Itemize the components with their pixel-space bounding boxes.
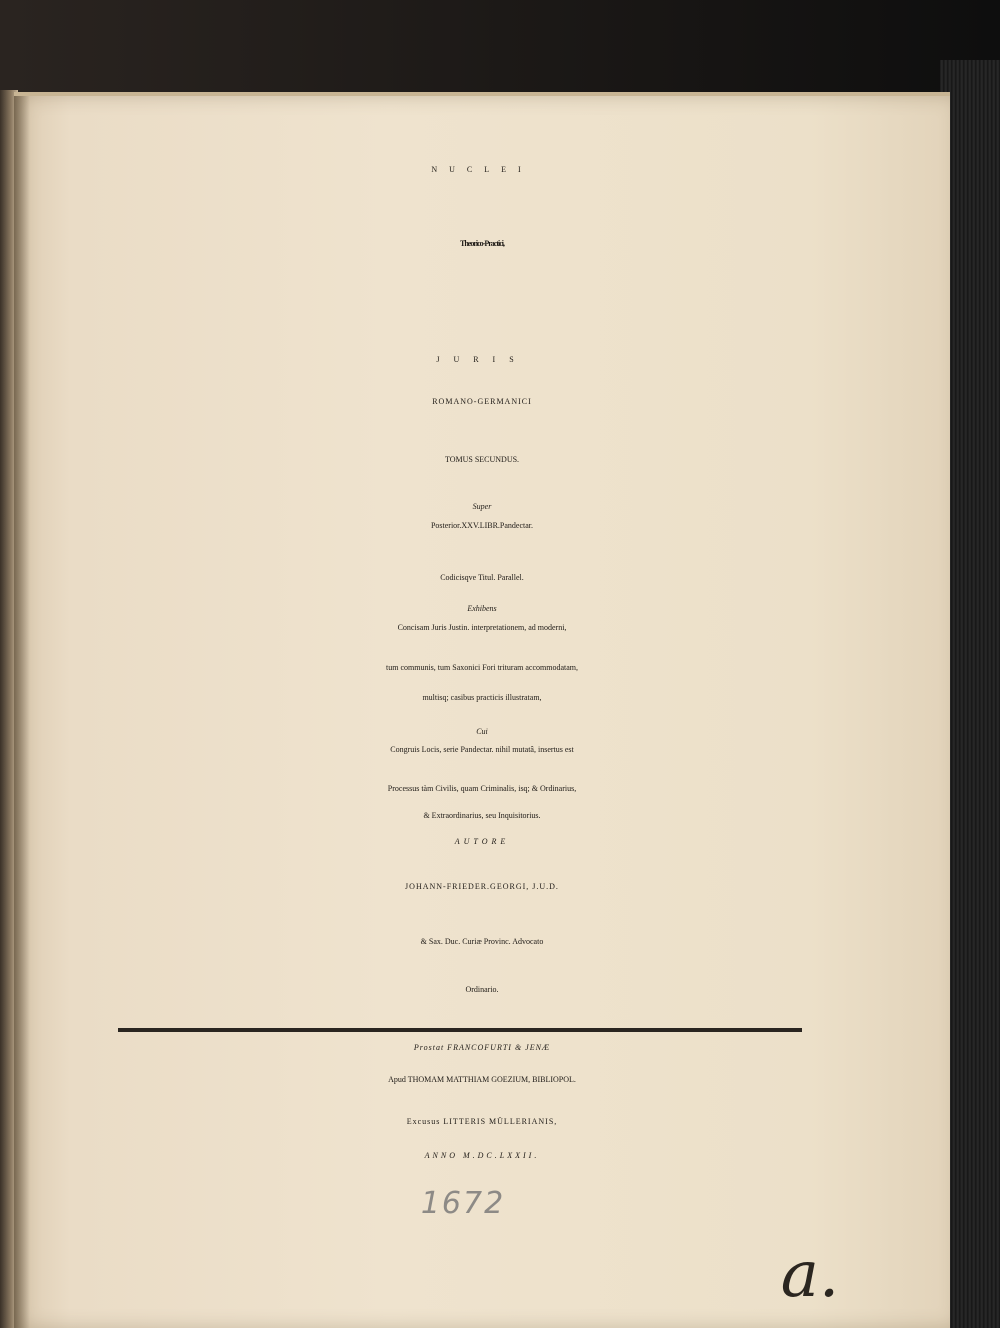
romano-germanici-line: ROMANO-GERMANICI [432,397,532,406]
congruis-line: Congruis Locis, serie Pandectar. nihil mutatâ, insertus est [390,745,574,754]
ordinario-line: Ordinario. [465,985,499,994]
imprint-rule [118,1028,802,1032]
super-line: Super [472,502,492,511]
extraordinarius-line: & Extraordinarius, seu Inquisitorius. [423,811,541,820]
juris-line: JURIS [436,355,528,364]
handwritten-letter-mark: a. [780,1238,840,1312]
prostat-line: Prostat FRANCOFURTI & JENÆ [413,1043,551,1052]
title-page [14,96,950,1328]
exhibens-line: Exhibens [467,604,497,613]
anno-line: ANNO M.DC.LXXII. [424,1151,540,1160]
multisque-line: multisq; casibus practicis illustratam, [422,693,542,702]
tum-communis-line: tum communis, tum Saxonici Fori trituram accommodatam, [386,663,578,672]
cui-line: Cui [476,727,488,736]
author-title-line: & Sax. Duc. Curiæ Provinc. Advocato [420,937,544,946]
posterior-line: Posterior.XXV.LIBR.Pandectar. [430,521,534,530]
spine-shadow [14,96,30,1328]
author-name-line: JOHANN-FRIEDER.GEORGI, J.U.D. [405,882,559,891]
title-line-2: Theorico-Practici, [460,239,504,248]
processus-line: Processus tàm Civilis, quam Criminalis, isq; & Ordinarius, [387,784,577,793]
concisam-line: Concisam Juris Justin. interpretationem, ad moderni, [397,623,567,632]
codicisque-line: Codicisqve Titul. Parallel. [440,573,524,582]
tomus-line: TOMUS SECUNDUS. [444,455,520,464]
title-line-1: NUCLEI [431,165,533,174]
handwritten-year-note: 1672 [420,1186,506,1221]
apud-line: Apud THOMAM MATTHIAM GOEZIUM, BIBLIOPOL. [388,1075,576,1084]
excusus-line: Excusus LITTERIS MÜLLERIANIS, [406,1117,558,1126]
autore-line: AUTORE [454,837,510,846]
